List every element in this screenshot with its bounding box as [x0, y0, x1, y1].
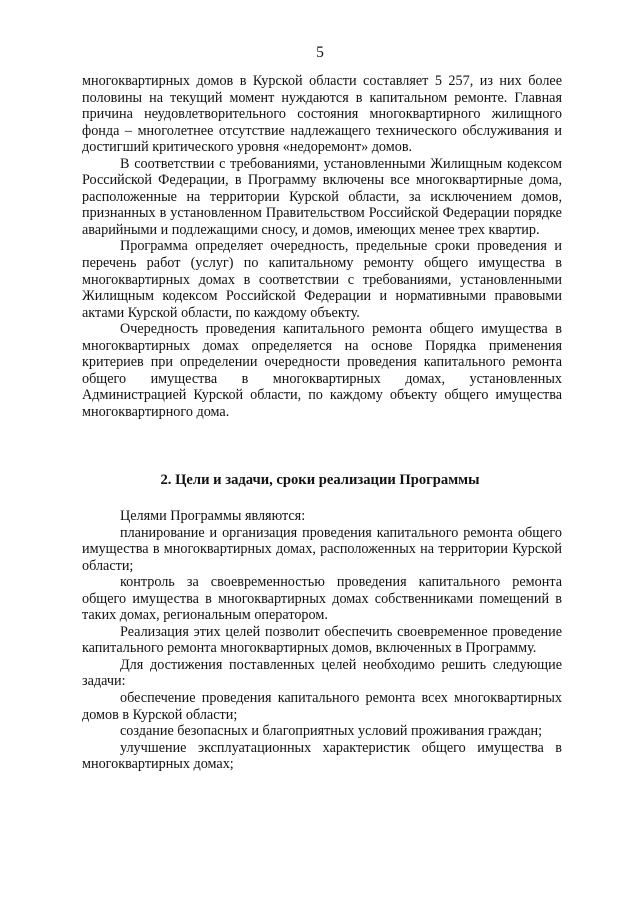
paragraph-goals-outcome: Реализация этих целей позволит обеспечить своевременное проведение капитального ремонта многоквартирных домов, включенных в Программу. — [82, 623, 562, 657]
paragraph-task-repair: обеспечение проведения капитального ремонта всех многоквартирных домов в Курской области; — [82, 690, 562, 723]
paragraph-task-living-conditions: создание безопасных и благоприятных условий проживания граждан; — [120, 723, 543, 740]
paragraph-repair-priority: Очередность проведения капитального ремонта общего имущества в многоквартирных домах определяется на основе Порядка применения критериев при определении очередности проведения капитального ремонта общего имущества в многоквартирных домах, установленных Администрацией Курской области, по каждому объекту общего имущества многоквартирного дома. — [82, 321, 562, 420]
paragraph-goals-intro: Целями Программы являются: — [120, 508, 306, 524]
paragraph-program-defines: Программа определяет очередность, предельные сроки проведения и перечень работ (услуг) по капитальному ремонту общего имущества в многоквартирных домах в соответствии с требованиями, установленными Жилищным кодексом Российской Федерации и нормативными правовыми актами Курской области, по каждому объекту. — [82, 238, 562, 321]
intro-text-block — [82, 73, 562, 420]
section-heading: 2. Цели и задачи, сроки реализации Программы — [160, 472, 480, 488]
page-number: 5 — [316, 44, 324, 61]
paragraph-goal-planning: планирование и организация проведения капитального ремонта общего имущества в многоквартирных домах, расположенных на территории Курской области; — [82, 524, 562, 574]
paragraph-goal-control: контроль за своевременностью проведения капитального ремонта общего имущества в многоквартирных домах собственниками помещений в таких домах, региональным оператором. — [82, 574, 562, 624]
paragraph-task-characteristics: улучшение эксплуатационных характеристик общего имущества в многоквартирных домах; — [82, 739, 562, 773]
paragraph-housing-stock: многоквартирных домов в Курской области составляет 5 257, из них более половины на текущий момент нуждаются в капитальном ремонте. Главная причина неудовлетворительного состояния многоквартирного жилищного фонда – многолетнее отсутствие надлежащего технического обслуживания и достигший критического уровня «недоремонт» домов. — [82, 73, 562, 156]
section-text-block — [82, 508, 562, 773]
paragraph-program-scope: В соответствии с требованиями, установленными Жилищным кодексом Российской Федерации, в Программу включены все многоквартирные дома, расположенные на территории Курской области, за исключением домов, признанных в установленном Правительством Российской Федерации порядке аварийными и подлежащими сносу, и домов, имеющих менее трех квартир. — [82, 155, 562, 238]
paragraph-tasks-intro: Для достижения поставленных целей необходимо решить следующие задачи: — [82, 656, 562, 690]
